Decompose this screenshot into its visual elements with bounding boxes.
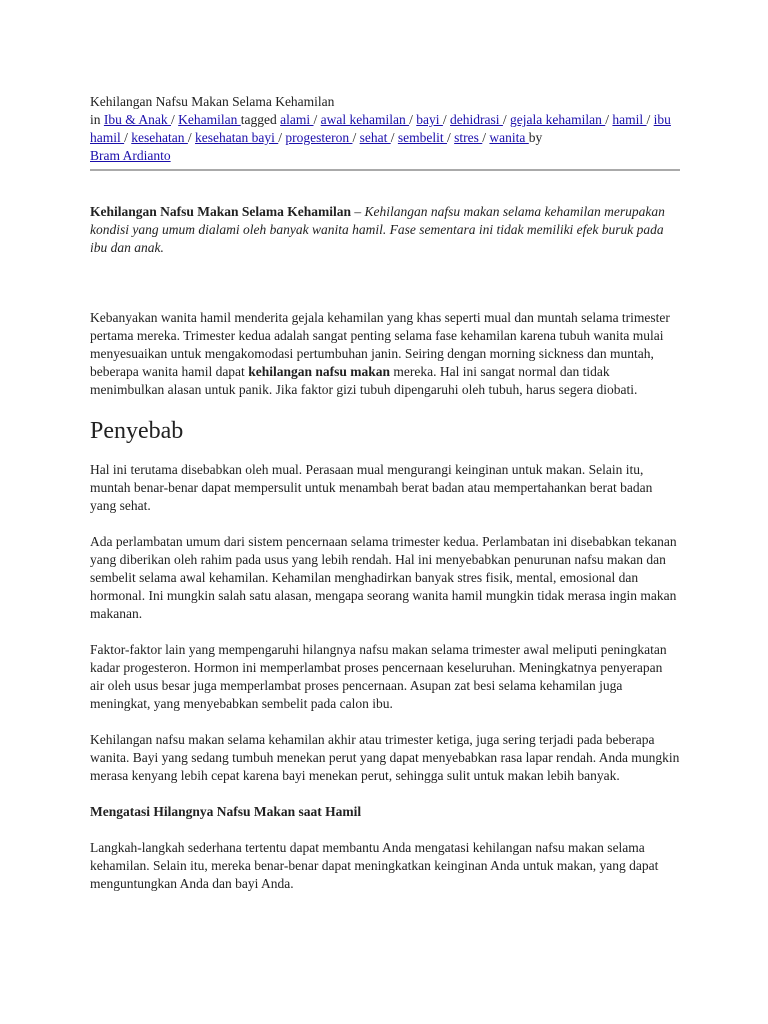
tag-link-progesteron[interactable]: progesteron	[285, 130, 353, 145]
paragraph-1-part-a: Kebanyakan wanita hamil menderita gejala kehamilan yang khas seperti mual dan muntah selama trimester pertama mereka. Trimester kedua adalah sangat penting selama fase kehamilan karena tubuh wanita mulai menyesuaikan untuk mengakomodasi pertumbuhan janin. Seiring dengan morning sickness dan muntah, beberapa wanita hamil dapat	[90, 310, 670, 379]
tag-link-ibu-hamil[interactable]: ibu hamil	[90, 112, 671, 145]
tag-link-gejala-kehamilan[interactable]: gejala kehamilan	[510, 112, 606, 127]
heading-mengatasi: Mengatasi Hilangnya Nafsu Makan saat Hamil	[90, 804, 362, 819]
intro-paragraph	[90, 203, 680, 257]
heading-penyebab: Penyebab	[90, 418, 184, 444]
intro-italic-text: Kehilangan nafsu makan selama kehamilan merupakan kondisi yang umum dialami oleh banyak wanita hamil. Fase sementara ini tidak memiliki efek buruk pada ibu dan anak.	[90, 204, 665, 255]
tag-link-stres[interactable]: stres	[454, 130, 483, 145]
post-meta: in Ibu & Anak / Kehamilan tagged alami / awal kehamilan / bayi / dehidrasi / gejala kehamilan / hamil / ibu hamil / kesehatan / kesehatan bayi / progesteron / sehat / sembelit / stres / wanita by Bram Ardianto	[90, 111, 680, 171]
in-text: in	[90, 112, 104, 127]
category-link-ibu-anak[interactable]: Ibu & Anak	[103, 112, 172, 127]
by-text: by	[528, 130, 543, 145]
paragraph-3: Ada perlambatan umum dari sistem pencernaan selama trimester kedua. Perlambatan ini disebabkan tekanan yang diberikan oleh rahim pada usus yang lebih rendah. Hal ini menyebabkan penurunan nafsu makan dan sembelit selama awal kehamilan. Kehamilan menghadirkan banyak stres fisik, mental, emosional dan hormonal. Ini mungkin salah satu alasan, mengapa seorang wanita hamil mungkin tidak merasa ingin makan makanan.	[90, 534, 677, 621]
post-title: Kehilangan Nafsu Makan Selama Kehamilan	[90, 94, 335, 109]
tag-link-dehidrasi[interactable]: dehidrasi	[450, 112, 503, 127]
tag-link-alami[interactable]: alami	[280, 112, 314, 127]
paragraph-4: Faktor-faktor lain yang mempengaruhi hilangnya nafsu makan selama trimester awal meliputi peningkatan kadar progesteron. Hormon ini memperlambat proses pencernaan keseluruhan. Meningkatnya penyerapan air oleh usus besar juga memperlambat proses pencernaan. Asupan zat besi selama kehamilan juga meningkat, yang menyebabkan sembelit pada calon ibu.	[90, 642, 667, 711]
tag-link-awal-kehamilan[interactable]: awal kehamilan	[320, 112, 410, 127]
paragraph-2: Hal ini terutama disebabkan oleh mual. Perasaan mual mengurangi keinginan untuk makan. Selain itu, muntah benar-benar dapat mempersulit untuk menambah berat badan atau mempertahankan berat badan yang sehat.	[90, 462, 653, 513]
tag-link-hamil[interactable]: hamil	[612, 112, 647, 127]
tag-link-bayi[interactable]: bayi	[416, 112, 443, 127]
tag-link-wanita[interactable]: wanita	[489, 130, 529, 145]
intro-dash: –	[351, 204, 365, 219]
tag-link-sembelit[interactable]: sembelit	[397, 130, 448, 145]
tag-link-sehat[interactable]: sehat	[359, 130, 391, 145]
tag-link-kesehatan-bayi[interactable]: kesehatan bayi	[195, 130, 279, 145]
intro-bold-title: Kehilangan Nafsu Makan Selama Kehamilan	[90, 204, 352, 219]
paragraph-5: Kehilangan nafsu makan selama kehamilan akhir atau trimester ketiga, juga sering terjadi pada beberapa wanita. Bayi yang sedang tumbuh menekan perut yang dapat menyebabkan rasa lapar rendah. Anda mungkin merasa kenyang lebih cepat karena bayi menekan perut, sehingga sulit untuk makan lebih banyak.	[90, 732, 680, 783]
paragraph-6: Langkah-langkah sederhana tertentu dapat membantu Anda mengatasi kehilangan nafsu makan selama kehamilan. Selain itu, mereka benar-benar dapat meningkatkan keinginan Anda untuk makan, yang dapat menguntungkan Anda dan bayi Anda.	[90, 840, 659, 891]
paragraph-1-part-b: mereka. Hal ini sangat normal dan tidak menimbulkan alasan untuk panik. Jika faktor gizi tubuh dipengaruhi oleh tubuh, harus segera diobati.	[90, 364, 638, 397]
tagged-text: tagged	[240, 112, 281, 127]
author-link[interactable]: Bram Ardianto	[90, 148, 171, 163]
tag-link-kesehatan[interactable]: kesehatan	[131, 130, 188, 145]
paragraph-1	[90, 309, 680, 399]
document-page	[90, 93, 680, 893]
paragraph-1-bold: kehilangan nafsu makan	[248, 364, 390, 379]
category-link-kehamilan[interactable]: Kehamilan	[178, 112, 241, 127]
